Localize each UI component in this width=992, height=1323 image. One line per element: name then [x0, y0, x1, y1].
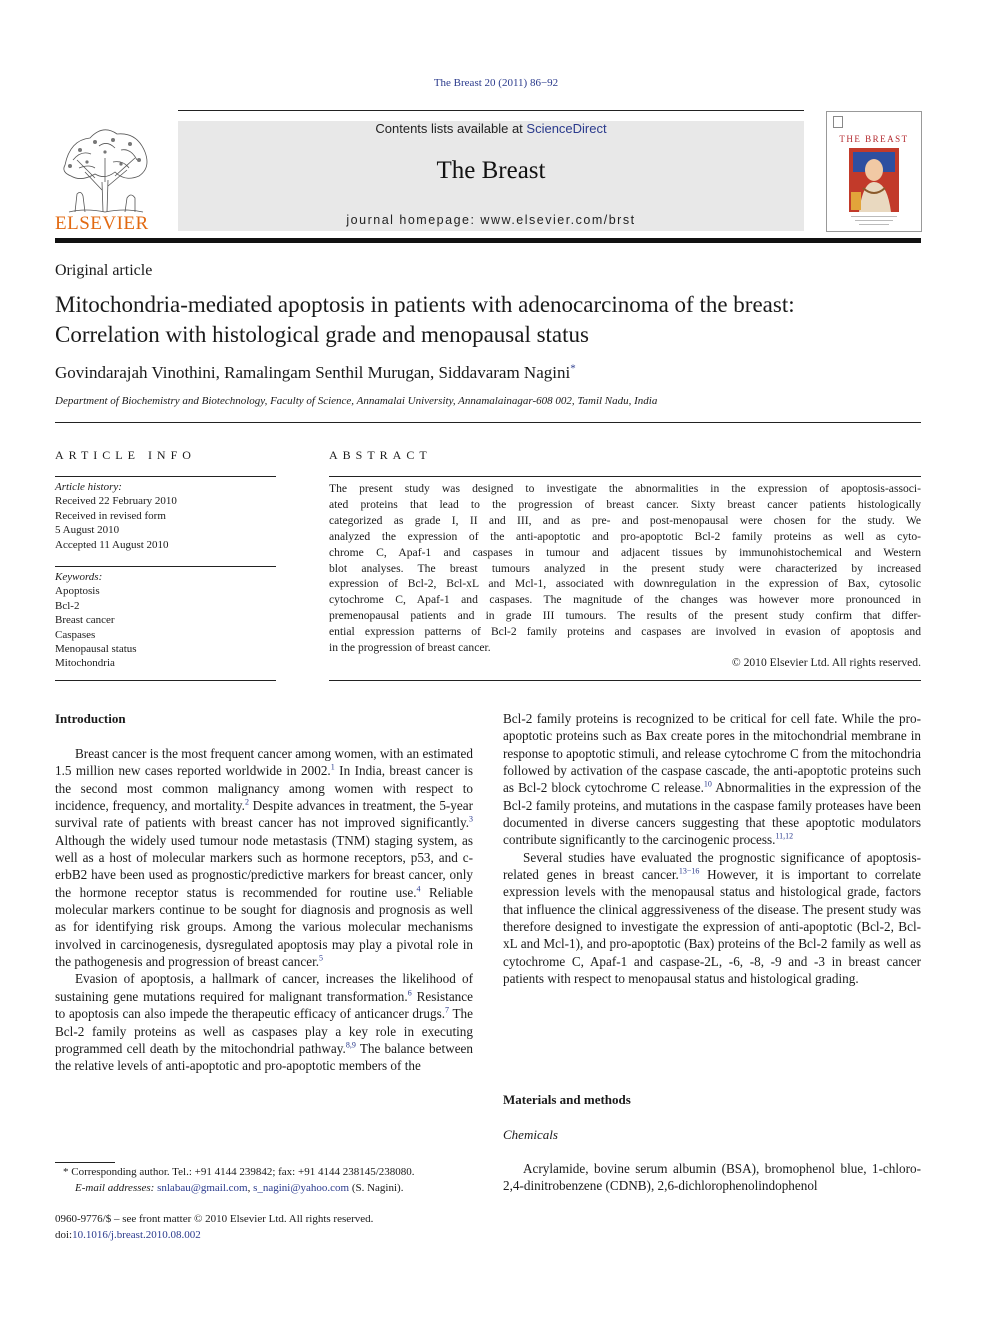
keyword: Apoptosis [55, 585, 100, 598]
info-rule [55, 680, 276, 681]
reference-link[interactable]: 8,9 [345, 1040, 356, 1050]
reference-link[interactable]: 2 [244, 797, 249, 807]
reference-link[interactable]: 13−16 [678, 866, 700, 876]
cover-text-line [859, 224, 889, 225]
abstract-line: The present study was designed to investigate the abnormalities in the expression of apoptosis-associ- [329, 482, 921, 495]
corresponding-author-mark[interactable]: * [570, 362, 576, 375]
author-list: Govindarajah Vinothini, Ramalingam Senthil Murugan, Siddavaram Nagini* [55, 362, 576, 382]
doi-link[interactable]: 10.1016/j.breast.2010.08.002 [72, 1228, 201, 1241]
abstract-line: cytochrome C, Apaf-1 and caspases. The magnitude of the changes was however more pronounced in [329, 593, 921, 607]
reference-link[interactable]: 1 [330, 762, 335, 772]
cover-text-line [851, 216, 897, 217]
reference-link[interactable]: 7 [445, 1005, 450, 1015]
body-paragraph: Bcl-2 family proteins is recognized to be critical for cell fate. While the pro-apoptotic proteins such as Bax create pores in the mitochondrial membrane in response to apoptotic stimuli, and release cytochrome C from the mitochondria followed by activation of the caspase cascade, the anti-apoptotic proteins such as Bcl-2 block cytochrome C release.$^{10}$ Abnormalities in the expression of the Bcl-2 family proteins, and mutations in the caspase family proteases have been documented in diverse cancers suggesting that these apoptotic modulators contribute significantly to the carcinogenic process.$^{11,12}$ [503, 711, 921, 848]
article-title-line: Correlation with histological grade and menopausal status [55, 322, 589, 347]
reference-link[interactable]: 11,12 [775, 832, 794, 842]
cover-painting-icon [849, 148, 899, 212]
reference-link[interactable]: 5 [319, 953, 324, 963]
keyword: Caspases [55, 628, 96, 641]
body-paragraph: Evasion of apoptosis, a hallmark of cancer, increases the likelihood of sustaining gene mutations required for malignant transformation.$^6$ Resistance to apoptosis can also impede the therapeutic efficacy of anticancer drugs.$^7$ The Bcl-2 family proteins as well as caspases play a key role in executing programmed cell death by the mitochondrial pathway.$^{8,9}$ The balance between the relative levels of anti-apoptotic and pro-apoptotic members of the [55, 971, 474, 1074]
journal-citation[interactable]: The Breast 20 (2011) 86−92 [433, 77, 559, 89]
header-top-rule [178, 110, 804, 111]
body-left-column [55, 745, 473, 1075]
affiliation: Department of Biochemistry and Biotechnology, Faculty of Science, Annamalai University, Annamalainagar-608 002, Tamil Nadu, India [55, 395, 658, 407]
keyword: Menopausal status [55, 643, 137, 656]
body-right-column [503, 710, 921, 988]
abstract-line: premenopausal patients and in grade III tumours. The results of the present study confirm that differ- [329, 609, 921, 623]
keywords-label: Keywords: [55, 571, 103, 583]
front-matter [55, 1212, 373, 1243]
cover-corner-icon [833, 116, 843, 128]
abstract-line: ated proteins that lead to the progression of breast cancer. Sixty breast cancer patients histologically [329, 497, 921, 511]
abstract-line: analyzed the expression of the anti-apoptotic and pro-apoptotic Bcl-2 family proteins as well as cyto- [329, 529, 921, 543]
info-rule [55, 566, 276, 567]
reference-link[interactable]: 4 [416, 884, 421, 894]
keyword: Mitochondria [55, 657, 115, 670]
corresponding-author-footnote [55, 1165, 485, 1197]
abstract-line: categorized as grade I, II and III, and as pre- and post-menopausal were chosen for the study. We [329, 513, 921, 527]
history-item: Received in revised form [55, 509, 166, 522]
keywords [55, 570, 276, 671]
title-rule [55, 422, 921, 423]
email-link[interactable]: snlabau@gmail.com [157, 1181, 248, 1194]
history-label: Article history: [55, 481, 122, 493]
article-info-caption: ARTICLE INFO [55, 448, 196, 462]
reference-link[interactable]: 6 [407, 988, 412, 998]
abstract-copyright: © 2010 Elsevier Ltd. All rights reserved. [731, 656, 921, 669]
footnote-rule [55, 1162, 115, 1163]
history-item: Received 22 February 2010 [55, 495, 177, 508]
journal-homepage[interactable]: journal homepage: www.elsevier.com/brst [346, 213, 636, 227]
abstract-line: blot analyses. The breast tumours analyzed in the present study were characterized by increased [329, 561, 921, 575]
article-title [55, 290, 935, 350]
journal-cover-thumbnail[interactable] [826, 111, 922, 232]
email-link[interactable]: s_nagini@yahoo.com [253, 1181, 350, 1194]
info-rule [55, 476, 276, 477]
history-item: 5 August 2010 [55, 524, 120, 537]
abstract-rule [329, 680, 921, 681]
contents-line: Contents lists available at ScienceDirect [375, 121, 607, 136]
body-right-column-continued [503, 1160, 921, 1195]
history-item: Accepted 11 August 2010 [55, 538, 169, 551]
abstract-line: expression of Bcl-2, Bcl-xL and Mcl-1, associated with downregulation in the expression of Bax, cytosolic [329, 577, 921, 591]
cover-title: THE BREAST [839, 134, 909, 144]
materials-methods-heading: Materials and methods [503, 1092, 631, 1107]
body-paragraph: Breast cancer is the most frequent cancer among women, with an estimated 1.5 million new cases reported worldwide in 2002.$^1$ In India, breast cancer is the second most common malignancy among women with respect to incidence, frequency, and mortality.$^2$ Despite advances in treatment, the 5-year survival rate of patients with breast cancer has not improved significantly.$^3$ Although the widely used tumour node metastasis (TNM) staging system, as well as a host of molecular markers such as hormone receptors, p53, and c-erbB2 have been used as prognostic/predictive markers for breast cancer, only the hormone receptor status is recommended for routine use.$^4$ Reliable molecular markers continue to be sought for diagnosis and prognosis as well as for identifying risk groups. Among the various molecular mechanisms involved in carcinogenesis, dysregulated apoptosis may play a pivotal role in the pathogenesis and progression of breast cancer.$^5$ [55, 746, 473, 970]
article-type: Original article [55, 262, 153, 279]
footnote-line: E-mail addresses: snlabau@gmail.com, s_nagini@yahoo.com (S. Nagini). [75, 1181, 404, 1194]
chemicals-subheading: Chemicals [503, 1127, 558, 1142]
footnote-line: * Corresponding author. Tel.: +91 4144 239842; fax: +91 4144 238145/238080. [63, 1166, 415, 1178]
issn-line: 0960-9776/$ – see front matter © 2010 Elsevier Ltd. All rights reserved. [55, 1213, 374, 1225]
abstract-text [329, 481, 921, 656]
abstract-caption: ABSTRACT [329, 448, 432, 462]
reference-link[interactable]: 3 [469, 814, 473, 824]
article-history [55, 480, 276, 552]
body-paragraph: Several studies have evaluated the prognostic significance of apoptosis-related genes in breast cancer.$^{13-16}$ However, it is important to correlate expression levels with the menopausal status and histological grade, factors that influence the clinical aggressiveness of the disease. The present study was therefore designed to investigate the expression of anti-apoptotic (Bcl-2, Bcl-xL and Mcl-1), and pro-apoptotic (Bax) proteins of the Bcl-2 family as well as cytochrome C, Apaf-1 and caspase-2L, -6, -8, -9 and -3 in breast cancer patients with respect to menopausal status and histological grading. [503, 849, 921, 987]
keyword: Breast cancer [55, 614, 115, 627]
abstract-rule [329, 476, 921, 477]
introduction-heading: Introduction [55, 711, 126, 726]
abstract-line: ential expression patterns of Bcl-2 family proteins and caspases are involved in evasion of apoptosis and [329, 625, 921, 639]
header-thick-rule [55, 238, 921, 243]
article-title-line: Mitochondria-mediated apoptosis in patients with adenocarcinoma of the breast: [55, 292, 795, 317]
reference-link[interactable]: 10 [703, 779, 712, 789]
abstract-line: in the progression of breast cancer. [329, 641, 491, 655]
sciencedirect-link[interactable]: ScienceDirect [526, 121, 607, 136]
elsevier-logo-text[interactable]: ELSEVIER [55, 213, 149, 234]
journal-name: The Breast [436, 157, 546, 184]
doi-line: doi:10.1016/j.breast.2010.08.002 [55, 1228, 201, 1241]
body-paragraph: Acrylamide, bovine serum albumin (BSA), bromophenol blue, 1-chloro-2,4-dinitrobenzene (CDNB), 2,6-dichlorophenolindophenol [503, 1161, 921, 1194]
abstract-line: chrome C, Apaf-1 and caspases in tumour and adjacent tissues by immunohistochemical and Western [329, 545, 921, 559]
cover-text-line [855, 220, 893, 221]
keyword: Bcl-2 [55, 599, 80, 612]
